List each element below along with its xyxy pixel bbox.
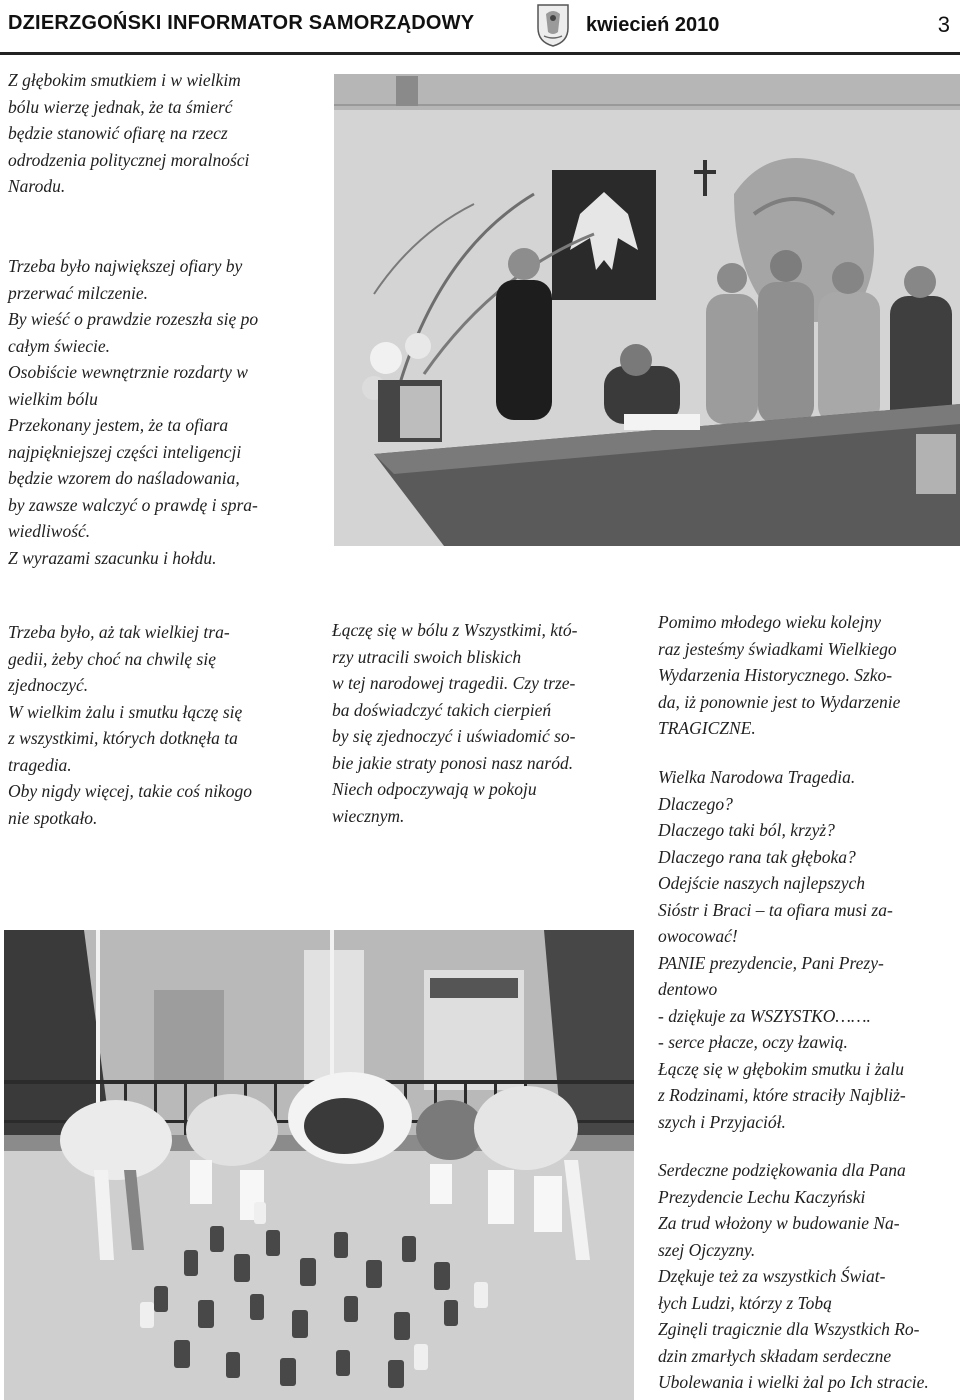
photo-condolence-book [334, 74, 960, 546]
right-text-block-3 [658, 1157, 958, 1396]
left-paragraph-1: Z głębokim smutkiem i w wielkim bólu wierzę jednak, że ta śmierć będzie stanowić ofiarę na rzecz odrodzenia politycznej moralności Narodu. [8, 70, 250, 196]
middle-text-block [332, 617, 634, 829]
page-header [0, 0, 960, 52]
left-paragraph-2: Trzeba było największej ofiary by przerwać milczenie. By wieść o prawdzie rozeszła się po całym świecie. Osobiście wewnętrznie rozdarty w wielkim bólu Przekonany jestem, że ta ofiara najpiękniejszej części inteligencji będzie wzorem do naśladowania, by zawsze walczyć o prawdę i spra- wiedliwość. Z wyrazami szacunku i hołdu. [8, 256, 259, 568]
left-text-block-3 [8, 619, 308, 831]
right-paragraph-1: Pomimo młodego wieku kolejny raz jesteśmy świadkami Wielkiego Wydarzenia Historycznego. Szko- da, iż ponownie jest to Wydarzenie TRAGICZNE. [658, 612, 901, 738]
left-paragraph-3: Trzeba było, aż tak wielkiej tra- gedii, żeby choć na chwilę się zjednoczyć. W wielkim żalu i smutku łączę się z wszystkimi, których dotknęła ta tragedia. Oby nigdy więcej, takie coś nikogo nie spotkało. [8, 622, 252, 828]
header-rule [0, 52, 960, 55]
left-text-block-2 [8, 253, 326, 571]
publication-title: DZIERZGOŃSKI INFORMATOR SAMORZĄDOWY [8, 12, 475, 34]
right-paragraph-3: Serdeczne podziękowania dla Pana Prezydencie Lechu Kaczyński Za trud włożony w budowanie Na- szej Ojczyzny. Dzękuje też za wszystkich Świat- łych Ludzi, którzy z Tobą Zginęli tragicznie dla Wszystkich Ro- dzin zmarłych składam serdeczne Ubolewania i wielki żal po Ich stracie. [658, 1160, 929, 1392]
left-text-block-1 [8, 67, 326, 200]
right-text-block-1 [658, 609, 956, 742]
municipality-emblem [534, 2, 572, 48]
page-number: 3 [937, 12, 950, 37]
right-text-block-2 [658, 764, 958, 1135]
middle-paragraph: Łączę się w bólu z Wszystkimi, któ- rzy utracili swoich bliskich w tej narodowej tragedii. Czy trze- ba doświadczyć takich cierpień by się zjednoczyć i uświadomić so- bie jakie straty ponosi nasz naród. Niech odpoczywają w pokoju wiecznym. [332, 620, 578, 826]
photo-memorial-candles [4, 930, 634, 1400]
right-paragraph-2: Wielka Narodowa Tragedia. Dlaczego? Dlaczego taki ból, krzyż? Dlaczego rana tak głęboka? Odejście naszych najlepszych Sióstr i Braci – ta ofiara musi za- owocować! PANIE prezydencie, Pani Prezy- dentowo - dziękuje za WSZYSTKO……. - serce płacze, oczy łzawią. Łączę się w głębokim smutku i żalu z Rodzinami, które straciły Najbliż- szych i Przyjaciół. [658, 767, 906, 1132]
issue-date: kwiecień 2010 [586, 14, 720, 36]
